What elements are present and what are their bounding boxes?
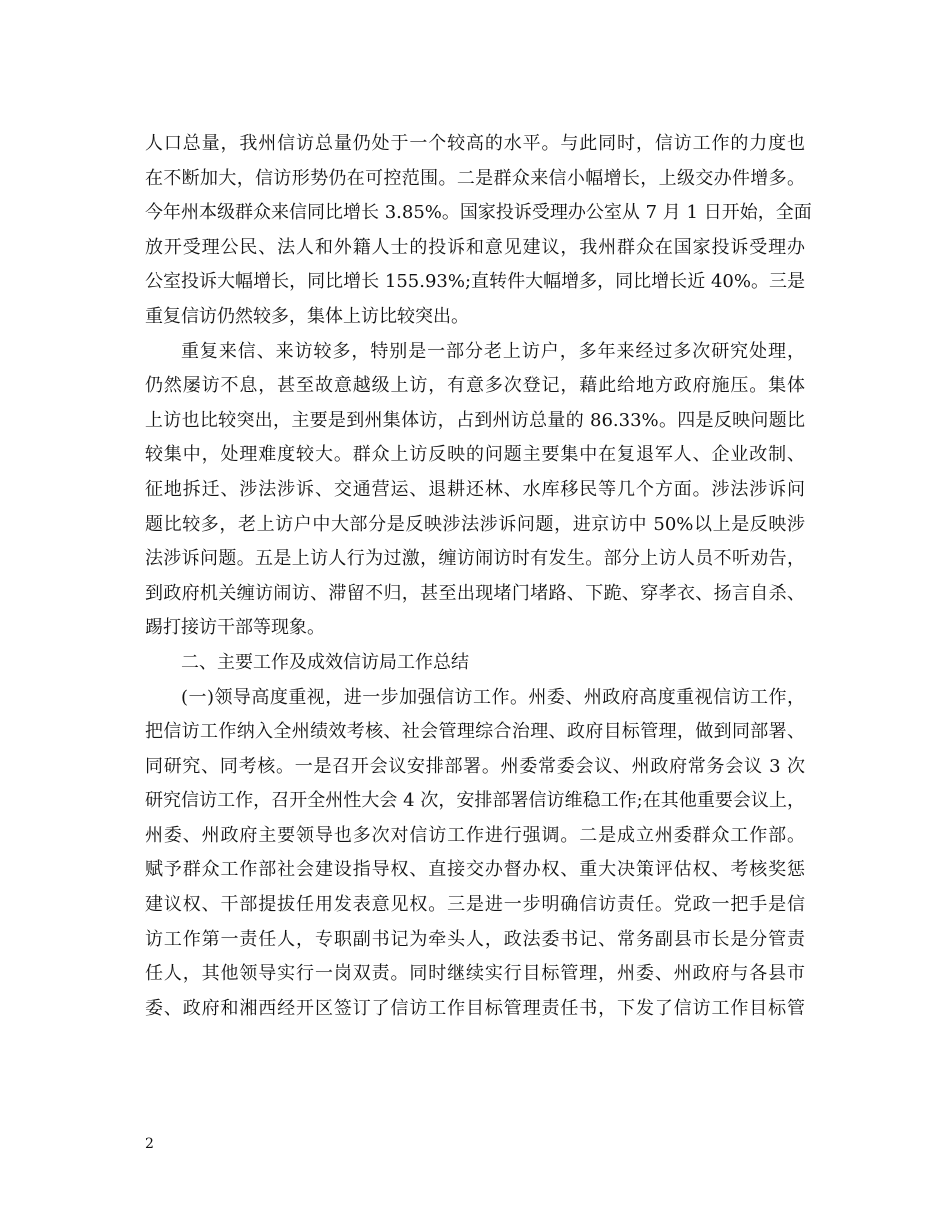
text-line: 研究信访工作，召开全州性大会 4 次，安排部署信访维稳工作;在其他重要会议上， xyxy=(145,790,805,812)
text-line: 任人，其他领导实行一岗双责。同时继续实行目标管理，州委、州政府与各县市 xyxy=(145,963,805,985)
text-line: 在不断加大，信访形势仍在可控范围。二是群众来信小幅增长，上级交办件增多。 xyxy=(145,167,805,189)
text-line: 重复信访仍然较多，集体上访比较突出。 xyxy=(145,305,469,327)
text-line: 踢打接访干部等现象。 xyxy=(145,617,325,639)
text-line: 放开受理公民、法人和外籍人士的投诉和意见建议，我州群众在国家投诉受理办 xyxy=(145,236,805,258)
text-line: 征地拆迁、涉法涉诉、交通营运、退耕还林、水库移民等几个方面。涉法涉诉问 xyxy=(145,478,805,500)
text-line: 题比较多，老上访户中大部分是反映涉法涉诉问题，进京访中 50%以上是反映涉 xyxy=(145,513,805,535)
text-line: 到政府机关缠访闹访、滞留不归，甚至出现堵门堵路、下跪、穿孝衣、扬言自杀、 xyxy=(145,582,805,604)
text-line: 法涉诉问题。五是上访人行为过激，缠访闹访时有发生。部分上访人员不听劝告， xyxy=(145,548,805,570)
text-line: 同研究、同考核。一是召开会议安排部署。州委常委会议、州政府常务会议 3 次 xyxy=(145,755,805,777)
text-line: 把信访工作纳入全州绩效考核、社会管理综合治理、政府目标管理，做到同部署、 xyxy=(145,721,805,743)
text-line: 赋予群众工作部社会建设指导权、直接交办督办权、重大决策评估权、考核奖惩 xyxy=(145,859,805,881)
text-line: 上访也比较突出，主要是到州集体访，占到州访总量的 86.33%。四是反映问题比 xyxy=(145,409,805,431)
body-text xyxy=(145,127,812,1026)
page-number: 2 xyxy=(145,1136,154,1152)
text-line: 仍然屡访不息，甚至故意越级上访，有意多次登记，藉此给地方政府施压。集体 xyxy=(145,375,805,397)
text-line: 建议权、干部提拔任用发表意见权。三是进一步明确信访责任。党政一把手是信 xyxy=(145,894,805,916)
text-line: 重复来信、来访较多，特别是一部分老上访户，多年来经过多次研究处理， xyxy=(181,340,805,362)
text-line: 公室投诉大幅增长，同比增长 155.93%;直转件大幅增多，同比增长近 40%。三是 xyxy=(145,271,805,293)
text-line: 较集中，处理难度较大。群众上访反映的问题主要集中在复退军人、企业改制、 xyxy=(145,444,805,466)
text-line: 人口总量，我州信访总量仍处于一个较高的水平。与此同时，信访工作的力度也 xyxy=(145,133,805,154)
text-line: 州委、州政府主要领导也多次对信访工作进行强调。二是成立州委群众工作部。 xyxy=(145,824,805,846)
text-line: 委、政府和湘西经开区签订了信访工作目标管理责任书，下发了信访工作目标管 xyxy=(145,997,805,1019)
text-line: 今年州本级群众来信同比增长 3.85%。国家投诉受理办公室从 7 月 1 日开始，全面 xyxy=(145,202,812,224)
text-line: 二、主要工作及成效信访局工作总结 xyxy=(181,651,469,673)
text-line: 访工作第一责任人，专职副书记为牵头人，政法委书记、常务副县市长是分管责 xyxy=(145,928,805,950)
text-line: (一)领导高度重视，进一步加强信访工作。州委、州政府高度重视信访工作， xyxy=(181,686,805,708)
